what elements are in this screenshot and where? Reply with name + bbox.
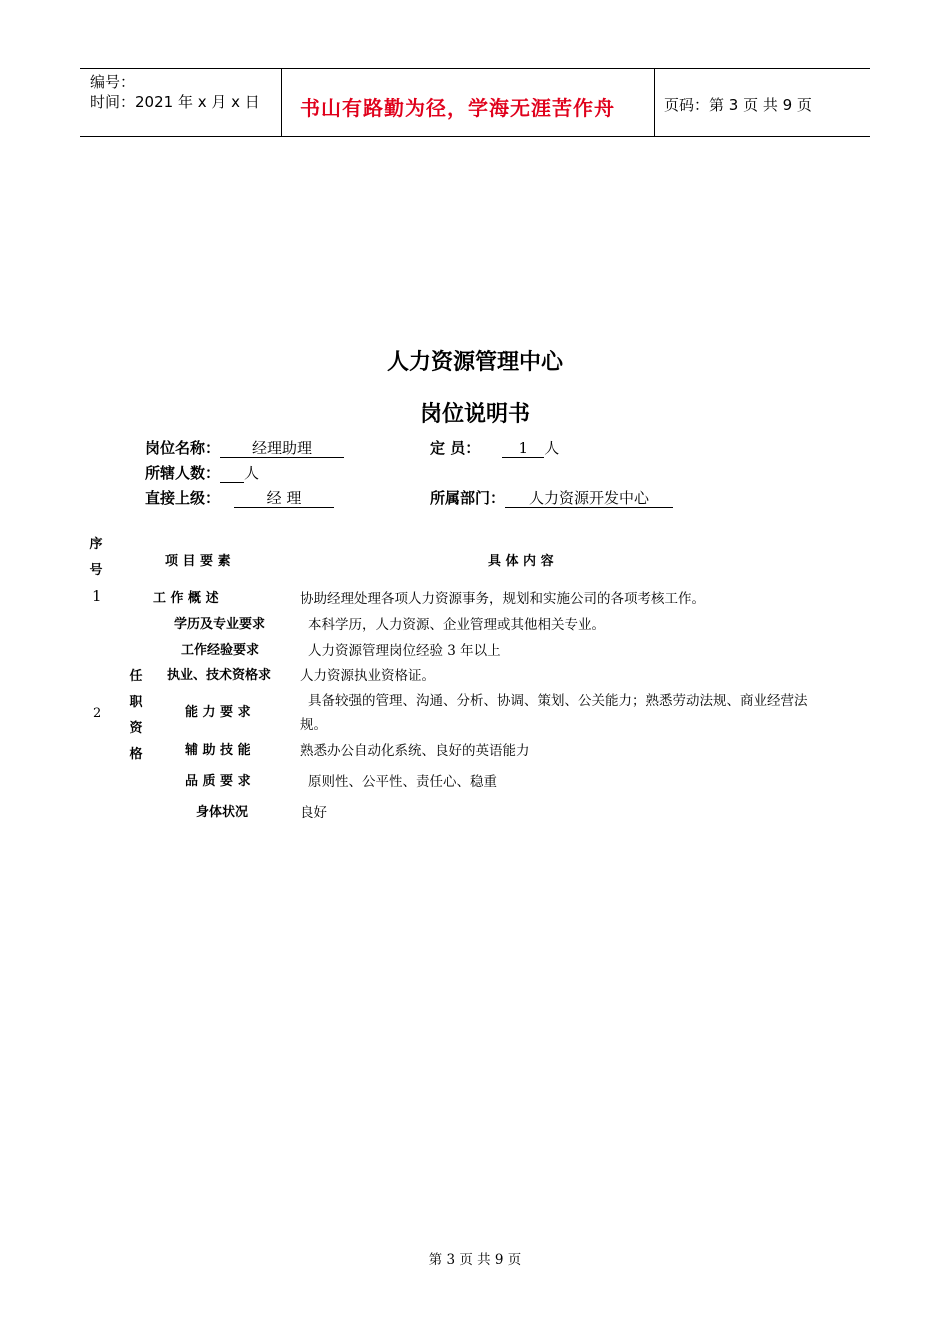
row-1-content: 协助经理处理各项人力资源事务，规划和实施公司的各项考核工作。	[300, 591, 705, 607]
req-health-content: 良好	[300, 805, 327, 821]
position-name-label: 岗位名称：	[145, 439, 221, 457]
staff-count-field	[430, 437, 559, 458]
req-quality-item: 品 质 要 求	[185, 774, 251, 789]
superior-value: 经 理	[234, 489, 334, 508]
subordinates-unit: 人	[244, 464, 260, 482]
row-1-item: 工 作 概 述	[153, 591, 219, 606]
staff-count-label: 定 员：	[430, 439, 481, 457]
header-motto: 书山有路勤为径，学海无涯苦作舟	[300, 96, 615, 120]
qualification-group-label: 任职资格	[129, 669, 143, 762]
req-experience-content: 人力资源管理岗位经验 3 年以上	[308, 643, 501, 659]
document-subtitle: 岗位说明书	[419, 402, 530, 427]
header-page-info: 页码：第 3 页 共 9 页	[664, 96, 812, 114]
req-education-content: 本科学历，人力资源、企业管理或其他相关专业。	[308, 617, 605, 633]
table-header-item: 项 目 要 素	[165, 554, 231, 569]
row-2-number: 2	[93, 706, 102, 721]
position-name-value: 经理助理	[220, 439, 344, 458]
req-ability-item: 能 力 要 求	[185, 705, 251, 720]
header-top-rule	[80, 68, 870, 69]
header-divider-left	[281, 68, 282, 136]
page-footer: 第 3 页 共 9 页	[428, 1252, 522, 1268]
department-field	[430, 487, 673, 508]
req-experience-item: 工作经验要求	[181, 643, 260, 658]
req-ability-content-cont: 规。	[300, 717, 327, 733]
staff-count-unit: 人	[544, 439, 560, 457]
header-divider-right	[654, 68, 655, 136]
req-quality-content: 原则性、公平性、责任心、稳重	[308, 774, 497, 790]
header-time: 时间：2021 年 x 月 x 日	[90, 93, 260, 111]
superior-field	[145, 487, 334, 508]
header-bottom-rule	[80, 136, 870, 137]
staff-count-value: 1	[502, 439, 544, 458]
position-name-field	[145, 437, 344, 458]
req-skills-content: 熟悉办公自动化系统、良好的英语能力	[300, 743, 530, 759]
req-ability-content: 具备较强的管理、沟通、分析、协调、策划、公关能力；熟悉劳动法规、商业经营法	[308, 693, 808, 709]
document-title: 人力资源管理中心	[386, 350, 563, 375]
table-header-content: 具 体 内 容	[488, 554, 554, 569]
req-health-item: 身体状况	[196, 805, 249, 820]
header-code-label: 编号：	[90, 73, 136, 91]
superior-label: 直接上级：	[145, 489, 221, 507]
table-header-seq: 序号	[89, 537, 103, 578]
subordinates-label: 所辖人数：	[145, 464, 221, 482]
subordinates-value	[220, 464, 244, 483]
req-skills-item: 辅 助 技 能	[185, 743, 251, 758]
row-1-number: 1	[92, 587, 102, 605]
req-education-item: 学历及专业要求	[174, 617, 266, 632]
req-certification-item: 执业、技术资格求	[167, 668, 272, 683]
subordinates-field	[145, 462, 259, 483]
department-value: 人力资源开发中心	[505, 489, 673, 508]
department-label: 所属部门：	[430, 489, 506, 507]
req-certification-content: 人力资源执业资格证。	[300, 668, 435, 684]
